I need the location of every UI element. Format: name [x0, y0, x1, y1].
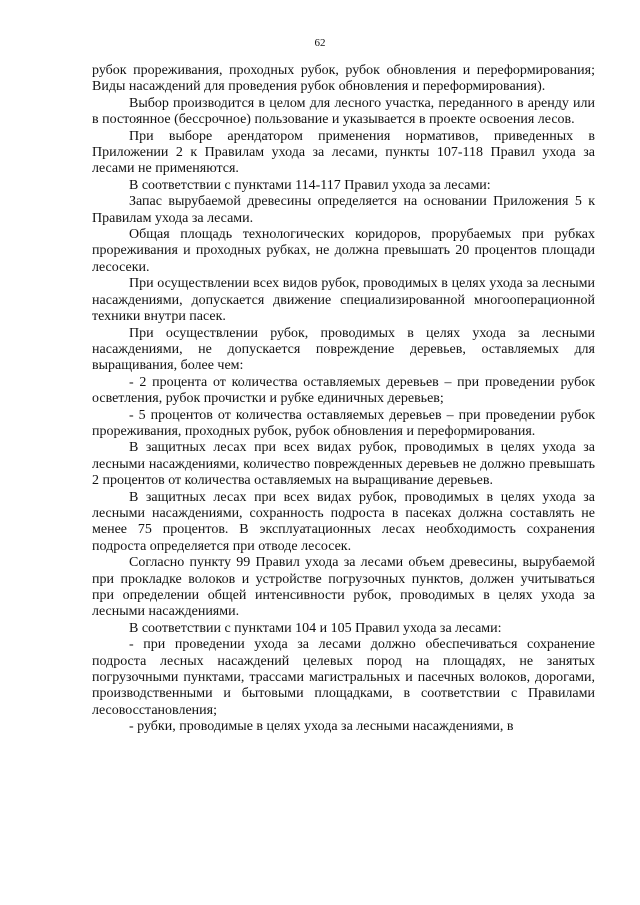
paragraph: При осуществлении всех видов рубок, проводимых в целях ухода за лесными насаждениями, допускается движение специализированной многооперационной техники внутри пасек. [92, 276, 595, 325]
paragraph: Согласно пункту 99 Правил ухода за лесами объем древесины, вырубаемой при прокладке волоков и устройстве погрузочных пунктов, должен учитываться при определении общей интенсивности рубок, проводимых в целях ухода за лесными насаждениями. [92, 555, 595, 620]
paragraph: При выборе арендатором применения нормативов, приведенных в Приложении 2 к Правилам ухода за лесами, пункты 107-118 Правил ухода за лесами не применяются. [92, 128, 595, 177]
paragraph: рубок прореживания, проходных рубок, рубок обновления и переформирования; Виды насаждений для проведения рубок обновления и переформирования). [92, 63, 595, 95]
paragraph: При осуществлении рубок, проводимых в целях ухода за лесными насаждениями, не допускается повреждение деревьев, оставляемых для выращивания, более чем: [92, 325, 595, 374]
list-item: - рубки, проводимые в целях ухода за лесными насаждениями, в [129, 719, 514, 735]
paragraph: Выбор производится в целом для лесного участка, переданного в аренду или в постоянное (бессрочное) пользование и указывается в проекте освоения лесов. [92, 95, 595, 128]
list-item: - 2 процента от количества оставляемых деревьев – при проведении рубок осветления, рубок прочистки и рубке единичных деревьев; [92, 374, 595, 407]
paragraph: В защитных лесах при всех видах рубок, проводимых в целях ухода за лесными насаждениями, сохранность подроста в пасеках должна составлять не менее 75 процентов. В эксплуатационных лесах необходимость сохранения подроста определяется при отводе лесосек. [92, 489, 595, 554]
paragraph: В защитных лесах при всех видах рубок, проводимых в целях ухода за лесными насаждениями, количество поврежденных деревьев не должно превышать 2 процентов от количества оставляемых на выращивание деревьев. [92, 440, 595, 489]
document-body [92, 63, 595, 736]
paragraph: В соответствии с пунктами 104 и 105 Правил ухода за лесами: [129, 620, 502, 636]
paragraph: Общая площадь технологических коридоров, прорубаемых при рубках прореживания и проходных рубках, не должна превышать 20 процентов площади лесосеки. [92, 227, 595, 275]
paragraph: Запас вырубаемой древесины определяется на основании Приложения 5 к Правилам ухода за лесами. [92, 194, 595, 226]
paragraph: В соответствии с пунктами 114-117 Правил ухода за лесами: [129, 177, 491, 193]
list-item: - при проведении ухода за лесами должно обеспечиваться сохранение подроста лесных насаждений целевых пород на площадях, не занятых погрузочными пунктами, трассами магистральных и пасечных волоков, дорогами, производственными и бытовыми площадками, в соответствии с Правилами лесовосстановления; [92, 637, 595, 718]
page-number: 62 [314, 37, 326, 49]
list-item: - 5 процентов от количества оставляемых деревьев – при проведении рубок прореживания, проходных рубок, рубок обновления и переформирования. [92, 407, 595, 439]
